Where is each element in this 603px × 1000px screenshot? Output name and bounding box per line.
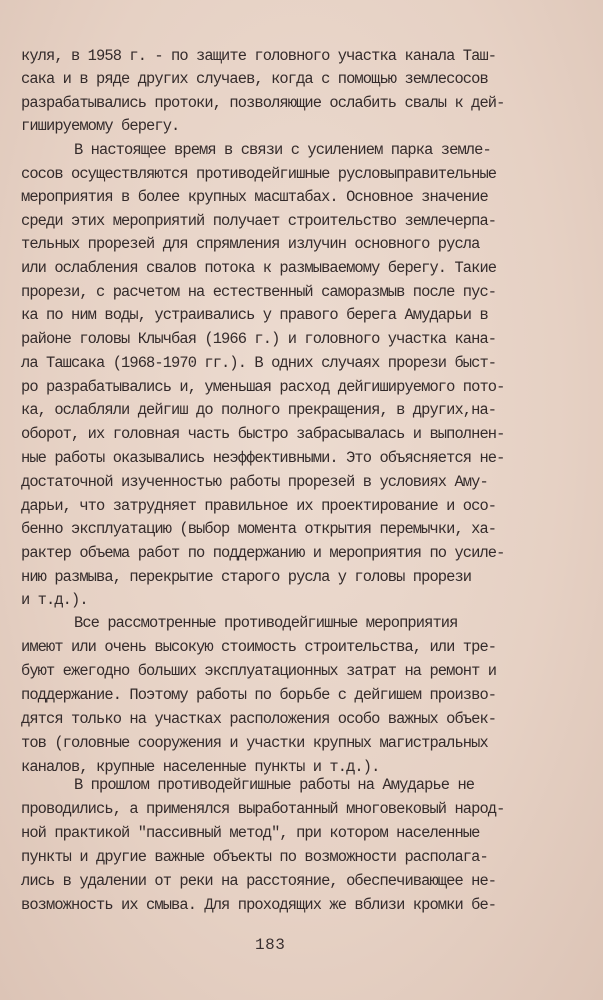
text-line: рактер объема работ по поддержанию и мероприятия по усиле-: [21, 544, 505, 562]
text-line: В настоящее время в связи с усилением парка земле-: [74, 141, 491, 159]
text-line: ка, ослабляли дейгиш до полного прекращения, в других,на-: [21, 401, 497, 419]
text-line: каналов, крупные населенные пункты и т.д.).: [21, 758, 380, 776]
text-line: сосов осуществляются противодейгишные русловыправительные: [21, 165, 497, 183]
text-line: возможность их смыва. Для проходящих же вблизи кромки бе-: [21, 896, 497, 914]
text-line: пункты и другие важные объекты по возможности располага-: [21, 848, 488, 866]
text-line: тов (головные сооружения и участки крупных магистральных: [21, 734, 488, 752]
text-line: имеют или очень высокую стоимость строительства, или тре-: [21, 638, 497, 656]
text-line: ка по ним воды, устраивались у правого берега Амударьи в: [21, 306, 488, 324]
text-line: куля, в 1958 г. - по защите головного участка канала Таш-: [21, 47, 497, 65]
text-line: ные работы оказывались неэффективными. Это объясняется не-: [21, 449, 505, 467]
text-line: буют ежегодно больших эксплуатационных затрат на ремонт и: [21, 662, 497, 680]
text-line: дарьи, что затрудняет правильное их проектирование и осо-: [21, 497, 497, 515]
text-line: ла Ташсака (1968-1970 гг.). В одних случаях прорези быст-: [21, 354, 497, 372]
text-line: тельных прорезей для спрямления излучин основного русла: [21, 235, 480, 253]
text-line: проводились, а применялся выработанный многовековый народ-: [21, 800, 505, 818]
text-line: нию размыва, перекрытие старого русла у головы прорези: [21, 568, 472, 586]
text-line: районе головы Клычбая (1966 г.) и головного участка кана-: [21, 330, 497, 348]
page-number: 183: [255, 936, 286, 954]
text-line: мероприятия в более крупных масштабах. Основное значение: [21, 188, 488, 206]
text-line: ной практикой "пассивный метод", при котором населенные: [21, 824, 480, 842]
text-line: ро разрабатывались и, уменьшая расход дейгишируемого пото-: [21, 378, 505, 396]
text-line: среди этих мероприятий получает строительство землечерпа-: [21, 212, 497, 230]
text-line: дятся только на участках расположения особо важных объек-: [21, 710, 497, 728]
text-line: Все рассмотренные противодейгишные мероприятия: [74, 614, 458, 632]
text-line: поддержание. Поэтому работы по борьбе с дейгишем произво-: [21, 686, 497, 704]
text-line: достаточной изученностью работы прорезей в условиях Аму-: [21, 473, 488, 491]
text-line: разрабатывались протоки, позволяющие ослабить свалы к дей-: [21, 94, 505, 112]
text-line: лись в удалении от реки на расстояние, обеспечивающее не-: [21, 872, 497, 890]
text-line: или ослабления свалов потока к размываемому берегу. Такие: [21, 259, 497, 277]
text-line: сака и в ряде других случаев, когда с помощью землесосов: [21, 70, 488, 88]
text-line: прорези, с расчетом на естественный саморазмыв после пус-: [21, 283, 497, 301]
text-line: оборот, их головная часть быстро забрасывалась и выполнен-: [21, 425, 505, 443]
text-line: бенно эксплуатацию (выбор момента открытия перемычки, ха-: [21, 520, 497, 538]
text-line: гишируемому берегу.: [21, 117, 180, 135]
text-line: В прошлом противодейгишные работы на Амударье не: [74, 776, 475, 794]
text-line: и т.д.).: [21, 591, 88, 609]
